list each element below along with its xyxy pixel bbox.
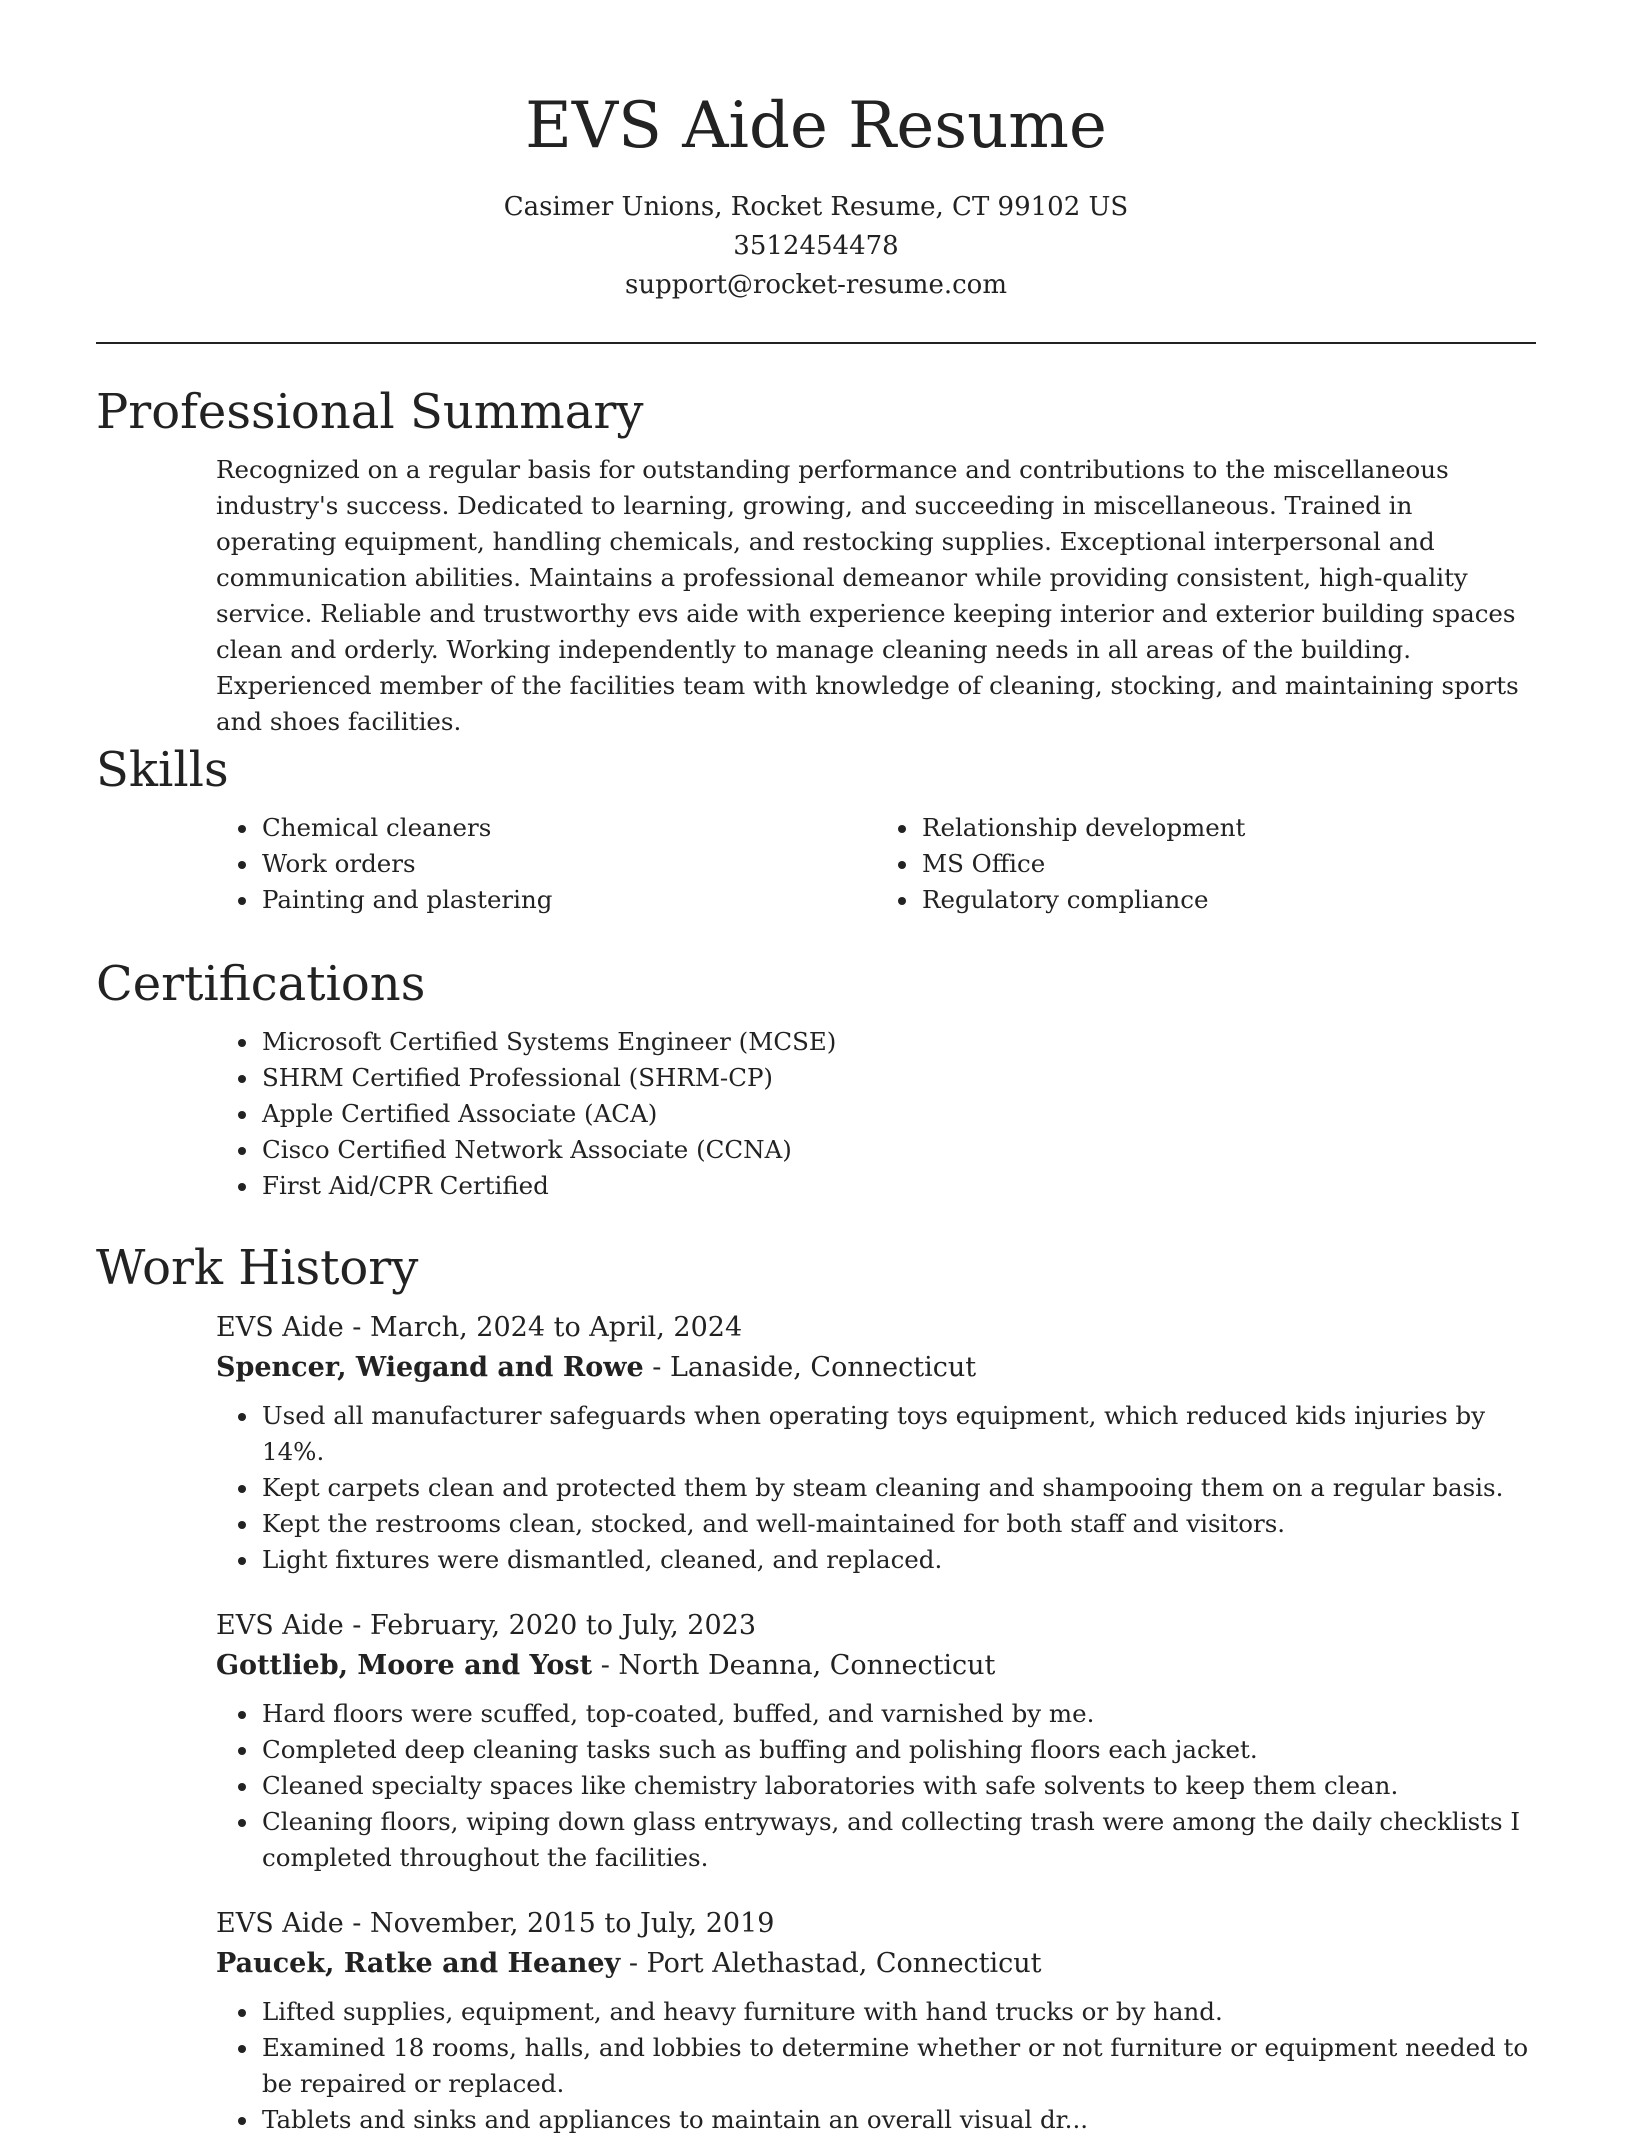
list-item: • Hard floors were scuffed, top-coated, buffed, and varnished by me. — [260, 1696, 1536, 1732]
job-location: - Lanaside, Connecticut — [643, 1352, 977, 1383]
section-heading-summary: Professional Summary — [96, 384, 644, 440]
certifications-list — [216, 1024, 1536, 1204]
job-title: EVS Aide - March, 2024 to April, 2024 — [216, 1312, 743, 1343]
job-company-line — [216, 1348, 1536, 1388]
company-name: Paucek, Ratke and Heaney — [216, 1948, 621, 1979]
list-item: • Tablets and sinks and appliances to maintain an overall visual dr... — [260, 2102, 1536, 2138]
certifications-list-wrap — [216, 1024, 1536, 1204]
skills-grid — [216, 810, 1536, 918]
header-divider — [96, 342, 1536, 344]
contact-info — [0, 188, 1632, 305]
list-item: • Apple Certified Associate (ACA) — [260, 1096, 1536, 1132]
list-item: • Chemical cleaners — [260, 810, 876, 846]
company-name: Spencer, Wiegand and Rowe — [216, 1352, 644, 1383]
list-item: • Kept carpets clean and protected them by steam cleaning and shampooing them on a regular basis. — [260, 1470, 1536, 1506]
job-location: - Port Alethastad, Connecticut — [620, 1948, 1042, 1979]
email: support@rocket-resume.com — [624, 270, 1007, 300]
certifications-section — [96, 954, 1536, 1204]
summary-text: Recognized on a regular basis for outstanding performance and contributions to the miscellaneous industry's success. Dedicated to learning, growing, and succeeding in miscellaneous. Trained in operating equipment, handling chemicals, and restocking supplies. Exceptional interpersonal and communication abilities. Maintains a professional demeanor while providing consistent, high-quality service. Reliable and trustworthy evs aide with experience keeping interior and exterior building spaces clean and orderly. Working independently to manage cleaning needs in all areas of the building. Experienced member of the facilities team with knowledge of cleaning, stocking, and maintaining sports and shoes facilities. — [216, 455, 1519, 736]
skills-section — [96, 740, 1536, 918]
job-location: - North Deanna, Connecticut — [592, 1650, 996, 1681]
job-entry — [216, 1904, 1536, 2138]
job-company-line — [216, 1944, 1536, 1984]
section-heading-work-history: Work History — [96, 1240, 419, 1296]
list-item: • Light fixtures were dismantled, cleaned, and replaced. — [260, 1542, 1536, 1578]
list-item: • Used all manufacturer safeguards when operating toys equipment, which reduced kids injuries by 14%. — [260, 1398, 1536, 1470]
list-item: • First Aid/CPR Certified — [260, 1168, 1536, 1204]
page-title: EVS Aide Resume — [525, 89, 1107, 163]
list-item: • Cleaned specialty spaces like chemistry laboratories with safe solvents to keep them clean. — [260, 1768, 1536, 1804]
job-company-line — [216, 1646, 1536, 1686]
job-title: EVS Aide - November, 2015 to July, 2019 — [216, 1908, 775, 1939]
list-item: • Regulatory compliance — [920, 882, 1536, 918]
company-name: Gottlieb, Moore and Yost — [216, 1650, 593, 1681]
list-item: • MS Office — [920, 846, 1536, 882]
job-entry — [216, 1308, 1536, 1578]
job-entry — [216, 1606, 1536, 1876]
list-item: • Relationship development — [920, 810, 1536, 846]
phone: 3512454478 — [733, 231, 899, 261]
list-item: • Cleaning floors, wiping down glass entryways, and collecting trash were among the daily checklists I completed throughout the facilities. — [260, 1804, 1536, 1876]
list-item: • Work orders — [260, 846, 876, 882]
job-bullets — [216, 1398, 1536, 1578]
summary-section — [96, 382, 1536, 740]
list-item: • Completed deep cleaning tasks such as buffing and polishing floors each jacket. — [260, 1732, 1536, 1768]
job-title: EVS Aide - February, 2020 to July, 2023 — [216, 1610, 756, 1641]
skills-list-right — [876, 810, 1536, 918]
address: Casimer Unions, Rocket Resume, CT 99102 US — [503, 192, 1129, 222]
list-item: • Microsoft Certified Systems Engineer (MCSE) — [260, 1024, 1536, 1060]
job-bullets — [216, 1696, 1536, 1876]
list-item: • Lifted supplies, equipment, and heavy furniture with hand trucks or by hand. — [260, 1994, 1536, 2030]
section-heading-skills: Skills — [96, 742, 229, 798]
skills-list-left — [216, 810, 876, 918]
job-bullets — [216, 1994, 1536, 2138]
work-history-section — [96, 1238, 1536, 2138]
list-item: • Painting and plastering — [260, 882, 876, 918]
section-heading-certifications: Certifications — [96, 956, 426, 1012]
list-item: • SHRM Certified Professional (SHRM-CP) — [260, 1060, 1536, 1096]
resume-header — [0, 0, 1632, 305]
list-item: • Examined 18 rooms, halls, and lobbies to determine whether or not furniture or equipment needed to be repaired or replaced. — [260, 2030, 1536, 2102]
list-item: • Cisco Certified Network Associate (CCNA) — [260, 1132, 1536, 1168]
list-item: • Kept the restrooms clean, stocked, and well-maintained for both staff and visitors. — [260, 1506, 1536, 1542]
